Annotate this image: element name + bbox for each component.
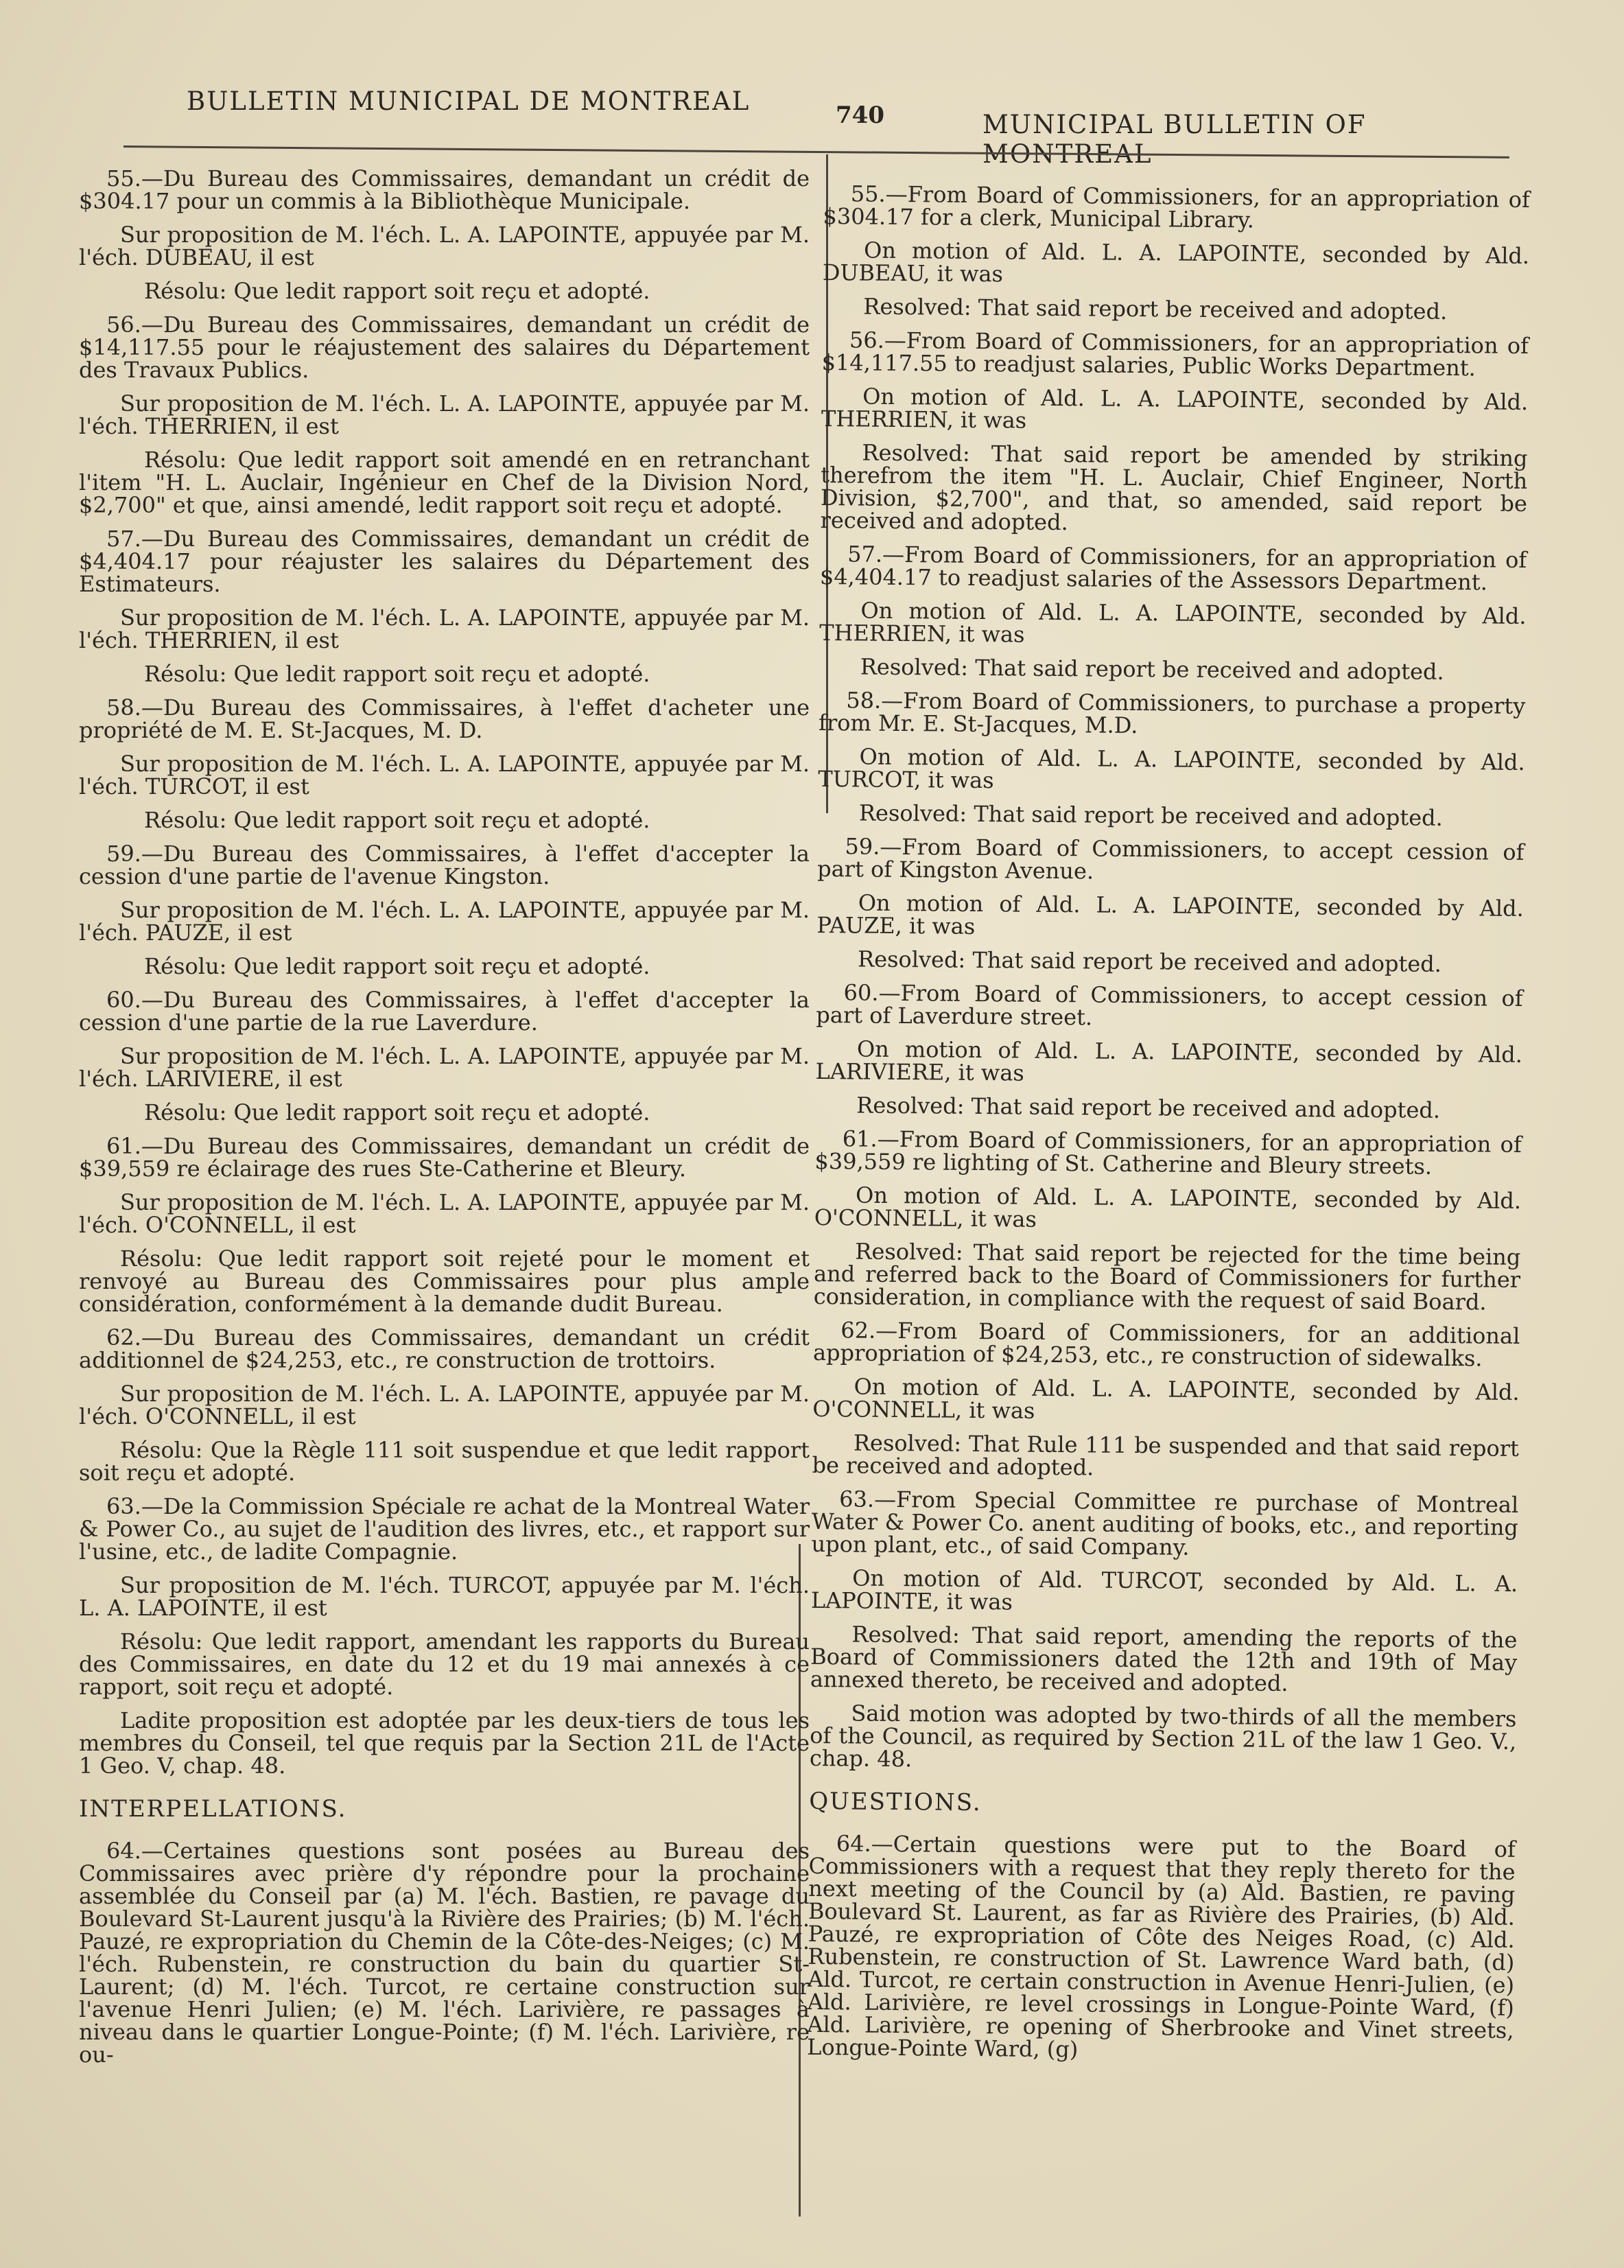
french-motion-58: Sur proposition de M. l'éch. L. A. LAPOINTE, appuyée par M. l'éch. TURCOT, il est [79, 751, 810, 799]
english-motion-63: On motion of Ald. TURCOT, seconded by Ald. L. A. LAPOINTE, it was [810, 1565, 1518, 1615]
english-item-64: 64.—Certain questions were put to the Board of Commissioners with a request that they reply thereto for the next meeting of the Council by (a) Ald. Bastien, re paving Boulevard St. Laurent, as far as Rivière des Prairies, (b) Ald. Pauzé, re expropriation of Côte des Neiges Road, (c) Ald. Rubenstein, re construction of St. Lawrence Ward bath, (d) Ald. Turcot, re certain construction in Avenue Henri-Julien, (e) Ald. Larivière, re level crossings in Longue-Pointe Ward, (f) Ald. Larivière, re opening of Sherbrooke and Vinet streets, Longue-Pointe Ward, (g) [807, 1830, 1516, 2063]
english-motion-59: On motion of Ald. L. A. LAPOINTE, seconded by Ald. PAUZE, it was [816, 889, 1524, 939]
french-motion-63: Sur proposition de M. l'éch. TURCOT, appuyée par M. l'éch. L. A. LAPOINTE, il est [79, 1572, 810, 1621]
header-english-title: MUNICIPAL BULLETIN OF [982, 110, 1367, 139]
french-motion-55: Sur proposition de M. l'éch. L. A. LAPOINTE, appuyée par M. l'éch. DUBEAU, il est [79, 222, 810, 270]
page-number: 740 [836, 102, 884, 129]
french-motion-59: Sur proposition de M. l'éch. L. A. LAPOINTE, appuyée par M. l'éch. PAUZE, il est [79, 897, 810, 946]
english-resolution-58: Resolved: That said report be received and adopted. [858, 799, 1443, 831]
english-resolution-57: Resolved: That said report be received and adopted. [860, 653, 1444, 685]
french-section-heading: INTERPELLATIONS. [79, 1795, 347, 1823]
french-resolution-61: Résolu: Que ledit rapport soit rejeté pour le moment et renvoyé au Bureau des Commissaires pour plus ample considération, conformément à la demande dudit Bureau. [79, 1246, 810, 1317]
french-item-64: 64.—Certaines questions sont posées au Bureau des Commissaires avec prière d'y répondre pour la prochaine assemblée du Conseil par (a) M. l'éch. Bastien, re pavage du Boulevard St-Laurent jusqu'à la Rivière des Prairies; (b) M. l'éch. Pauzé, re expropriation du Chemin de la Côte-des-Neiges; (c) M. l'éch. Rubenstein, re construction du bain du quartier St-Laurent; (d) M. l'éch. Turcot, re certaine construction sur l'avenue Henri Julien; (e) M. l'éch. Larivière, re passages à niveau dans le quartier Longue-Pointe; (f) M. l'éch. Larivière, re ou- [79, 1838, 810, 2068]
french-item-63: 63.—De la Commission Spéciale re achat de la Montreal Water & Power Co., au sujet de l'audition des livres, etc., et rapport sur l'usine, etc., de ladite Compagnie. [79, 1493, 810, 1565]
french-resolution-58: Résolu: Que ledit rapport soit reçu et adopté. [144, 807, 650, 833]
french-motion-56: Sur proposition de M. l'éch. L. A. LAPOINTE, appuyée par M. l'éch. THERRIEN, il est [79, 390, 810, 439]
french-motion-57: Sur proposition de M. l'éch. L. A. LAPOINTE, appuyée par M. l'éch. THERRIEN, il est [79, 605, 810, 653]
english-resolution-60: Resolved: That said report be received and adopted. [856, 1092, 1441, 1123]
english-motion-55: On motion of Ald. L. A. LAPOINTE, seconded by Ald. DUBEAU, it was [822, 237, 1530, 288]
french-item-59: 59.—Du Bureau des Commissaires, à l'effet d'accepter la cession d'une partie de l'avenue Kingston. [79, 841, 810, 889]
english-resolution-56: Resolved: That said report be amended by striking therefrom the item "H. L. Auclair, Chief Engineer, North Division, $2,700", and that, so amended, said report be received and adopted. [820, 439, 1528, 536]
english-resolution-62: Resolved: That Rule 111 be suspended and that said report be received and adopted. [812, 1429, 1520, 1481]
french-item-62: 62.—Du Bureau des Commissaires, demandant un crédit additionnel de $24,253, etc., re construction de trottoirs. [79, 1324, 810, 1373]
french-item-57: 57.—Du Bureau des Commissaires, demandant un crédit de $4,404.17 pour réajuster les salaires du Département des Estimateurs. [79, 526, 810, 597]
french-column [79, 163, 810, 2077]
english-item-62: 62.—From Board of Commissioners, for an additional appropriation of $24,253, etc., re construction of sidewalks. [812, 1317, 1520, 1372]
english-motion-62: On motion of Ald. L. A. LAPOINTE, seconded by Ald. O'CONNELL, it was [812, 1373, 1520, 1424]
page-header [178, 81, 1523, 139]
english-item-56: 56.—From Board of Commissioners, for an appropriation of $14,117.55 to readjust salaries, Public Works Department. [821, 327, 1529, 382]
english-item-55: 55.—From Board of Commissioners, for an appropriation of $304.17 for a clerk, Municipal Library. [823, 180, 1530, 233]
english-section-heading: QUESTIONS. [809, 1787, 982, 1817]
french-motion-62: Sur proposition de M. l'éch. L. A. LAPOINTE, appuyée par M. l'éch. O'CONNELL, il est [79, 1381, 810, 1429]
english-resolution-55: Resolved: That said report be received and adopted. [863, 293, 1448, 325]
french-item-61: 61.—Du Bureau des Commissaires, demandant un crédit de $39,559 re éclairage des rues Ste-Catherine et Bleury. [79, 1133, 810, 1182]
english-item-58: 58.—From Board of Commissioners, to purchase a property from Mr. E. St-Jacques, M.D. [818, 687, 1526, 739]
french-resolution-62: Résolu: Que la Règle 111 soit suspendue et que ledit rapport soit reçu et adopté. [79, 1437, 810, 1486]
header-french-title: BULLETIN MUNICIPAL DE MONTREAL [187, 86, 751, 116]
english-column [807, 178, 1530, 2076]
english-item-61: 61.—From Board of Commissioners, for an appropriation of $39,559 re lighting of St. Catherine and Bleury streets. [814, 1125, 1522, 1180]
french-resolution-57: Résolu: Que ledit rapport soit reçu et adopté. [144, 661, 650, 687]
french-resolution-63: Résolu: Que ledit rapport, amendant les rapports du Bureau des Commissaires, en date du 12 et du 19 mai annexés à ce rapport, soit reçu et adopté. [79, 1628, 810, 1700]
english-motion-57: On motion of Ald. L. A. LAPOINTE, seconded by Ald. THERRIEN, it was [819, 597, 1527, 648]
english-adoption-note: Said motion was adopted by two-thirds of all the members of the Council, as required by Section 21L of the law 1 Geo. V., chap. 48. [809, 1700, 1517, 1773]
french-item-60: 60.—Du Bureau des Commissaires, à l'effet d'accepter la cession d'une partie de la rue Laverdure. [79, 987, 810, 1036]
french-item-55: 55.—Du Bureau des Commissaires, demandant un crédit de $304.17 pour un commis à la Bibliothèque Municipale. [79, 165, 810, 214]
english-resolution-59: Resolved: That said report be received and adopted. [857, 946, 1442, 977]
english-item-63: 63.—From Special Committee re purchase of Montreal Water & Power Co. anent auditing of books, etc., and reporting upon plant, etc., of said Company. [811, 1486, 1519, 1560]
french-motion-60: Sur proposition de M. l'éch. L. A. LAPOINTE, appuyée par M. l'éch. LARIVIERE, il est [79, 1043, 810, 1092]
french-resolution-60: Résolu: Que ledit rapport soit reçu et adopté. [144, 1099, 650, 1125]
english-motion-61: On motion of Ald. L. A. LAPOINTE, seconded by Ald. O'CONNELL, it was [814, 1182, 1522, 1232]
french-resolution-55: Résolu: Que ledit rapport soit reçu et adopté. [144, 278, 650, 304]
english-item-59: 59.—From Board of Commissioners, to accept cession of part of Kingston Avenue. [817, 833, 1525, 885]
english-motion-58: On motion of Ald. L. A. LAPOINTE, seconded by Ald. TURCOT, it was [818, 743, 1525, 794]
french-resolution-59: Résolu: Que ledit rapport soit reçu et adopté. [144, 953, 650, 979]
english-item-57: 57.—From Board of Commissioners, for an appropriation of $4,404.17 to readjust salaries of the Assessors Department. [819, 541, 1527, 596]
english-resolution-61: Resolved: That said report be rejected for the time being and referred back to the Board of Commissioners for further consideration, in compliance with the request of said Board. [813, 1238, 1521, 1316]
french-item-58: 58.—Du Bureau des Commissaires, à l'effet d'acheter une propriété de M. E. St-Jacques, M. D. [79, 694, 810, 743]
french-motion-61: Sur proposition de M. l'éch. L. A. LAPOINTE, appuyée par M. l'éch. O'CONNELL, il est [79, 1189, 810, 1238]
english-motion-60: On motion of Ald. L. A. LAPOINTE, seconded by Ald. LARIVIERE, it was [815, 1036, 1523, 1086]
english-motion-56: On motion of Ald. L. A. LAPOINTE, seconded by Ald. THERRIEN, it was [821, 383, 1529, 434]
english-item-60: 60.—From Board of Commissioners, to accept cession of part of Laverdure street. [816, 979, 1523, 1031]
french-item-56: 56.—Du Bureau des Commissaires, demandant un crédit de $14,117.55 pour le réajustement des salaires du Département des Travaux Publics. [79, 312, 810, 383]
english-resolution-63: Resolved: That said report, amending the reports of the Board of Commissioners dated the 12th and 19th of May annexed thereto, be received and adopted. [810, 1621, 1518, 1696]
french-resolution-56: Résolu: Que ledit rapport soit amendé en en retranchant l'item "H. L. Auclair, Ingénieur en Chef de la Division Nord, $2,700" et que, ainsi amendé, ledit rapport soit reçu et adopté. [79, 447, 810, 518]
french-adoption-note: Ladite proposition est adoptée par les deux-tiers de tous les membres du Conseil, tel que requis par la Section 21L de l'Acte 1 Geo. V, chap. 48. [79, 1707, 810, 1779]
